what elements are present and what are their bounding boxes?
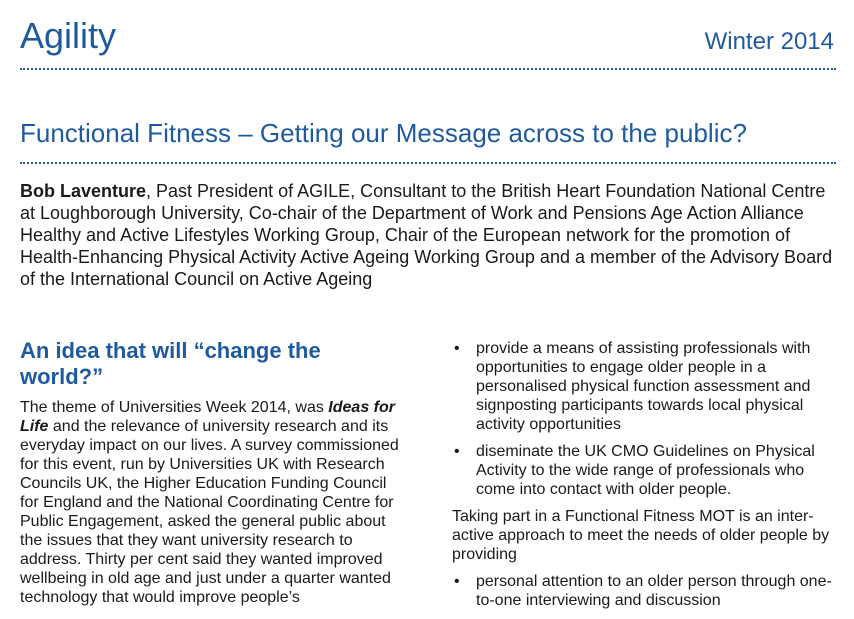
bullet-list-top	[452, 339, 842, 499]
list-item	[452, 339, 842, 434]
section-heading: An idea that will “change the world?”	[20, 338, 321, 389]
bullet-text: personal attention to an older person through one-to-one interviewing and discussion	[476, 573, 832, 609]
header-divider	[20, 68, 836, 70]
bullet-icon: •	[454, 573, 460, 590]
body-paragraph-right: Taking part in a Functional Fitness MOT is an inter-active approach to meet the needs of older people by providing	[452, 508, 830, 563]
bullet-icon: •	[454, 443, 460, 460]
author-name: Bob Laventure	[20, 181, 147, 201]
list-item	[452, 442, 842, 499]
para-emphasis: Ideas for Life	[20, 399, 395, 435]
body-paragraph	[20, 398, 404, 607]
right-column	[452, 339, 842, 618]
issue-label: Winter 2014	[704, 28, 834, 55]
left-column	[20, 338, 404, 607]
bullet-list-bottom	[452, 572, 842, 610]
bullet-text: provide a means of assisting professionals with opportunities to engage older people in a personalised physical function assessment and signposting participants towards local physical activity opportunities	[476, 340, 811, 433]
author-bio: , Past President of AGILE, Consultant to the British Heart Foundation National Centre at Loughborough University, Co-chair of the Department of Work and Pensions Age Action Alliance Healthy and Active Lifestyles Working Group, Chair of the European network for the promotion of Health-Enhancing Physical Activity Active Ageing Working Group and a member of the Advisory Board of the International Council on Active Ageing	[20, 181, 833, 289]
author-byline	[20, 180, 834, 290]
bullet-text: diseminate the UK CMO Guidelines on Physical Activity to the wide range of professionals who come into contact with older people.	[476, 443, 815, 498]
title-divider	[20, 162, 836, 164]
para-rest: and the relevance of university research and its everyday impact on our lives. A survey commissioned for this event, run by Universities UK with Research Councils UK, the Higher Education Funding Council for England and the National Coordinating Centre for Public Engagement, asked the general public about the issues that they want university research to address. Thirty per cent said they wanted improved wellbeing in old age and just under a quarter wanted technology that would improve people’s	[20, 418, 399, 606]
bullet-icon: •	[454, 340, 460, 357]
brand-title: Agility	[20, 15, 117, 56]
article-title: Functional Fitness – Getting our Message across to the public?	[20, 118, 747, 148]
list-item	[452, 572, 842, 610]
para-start: The theme of Universities Week 2014, was	[20, 399, 329, 416]
